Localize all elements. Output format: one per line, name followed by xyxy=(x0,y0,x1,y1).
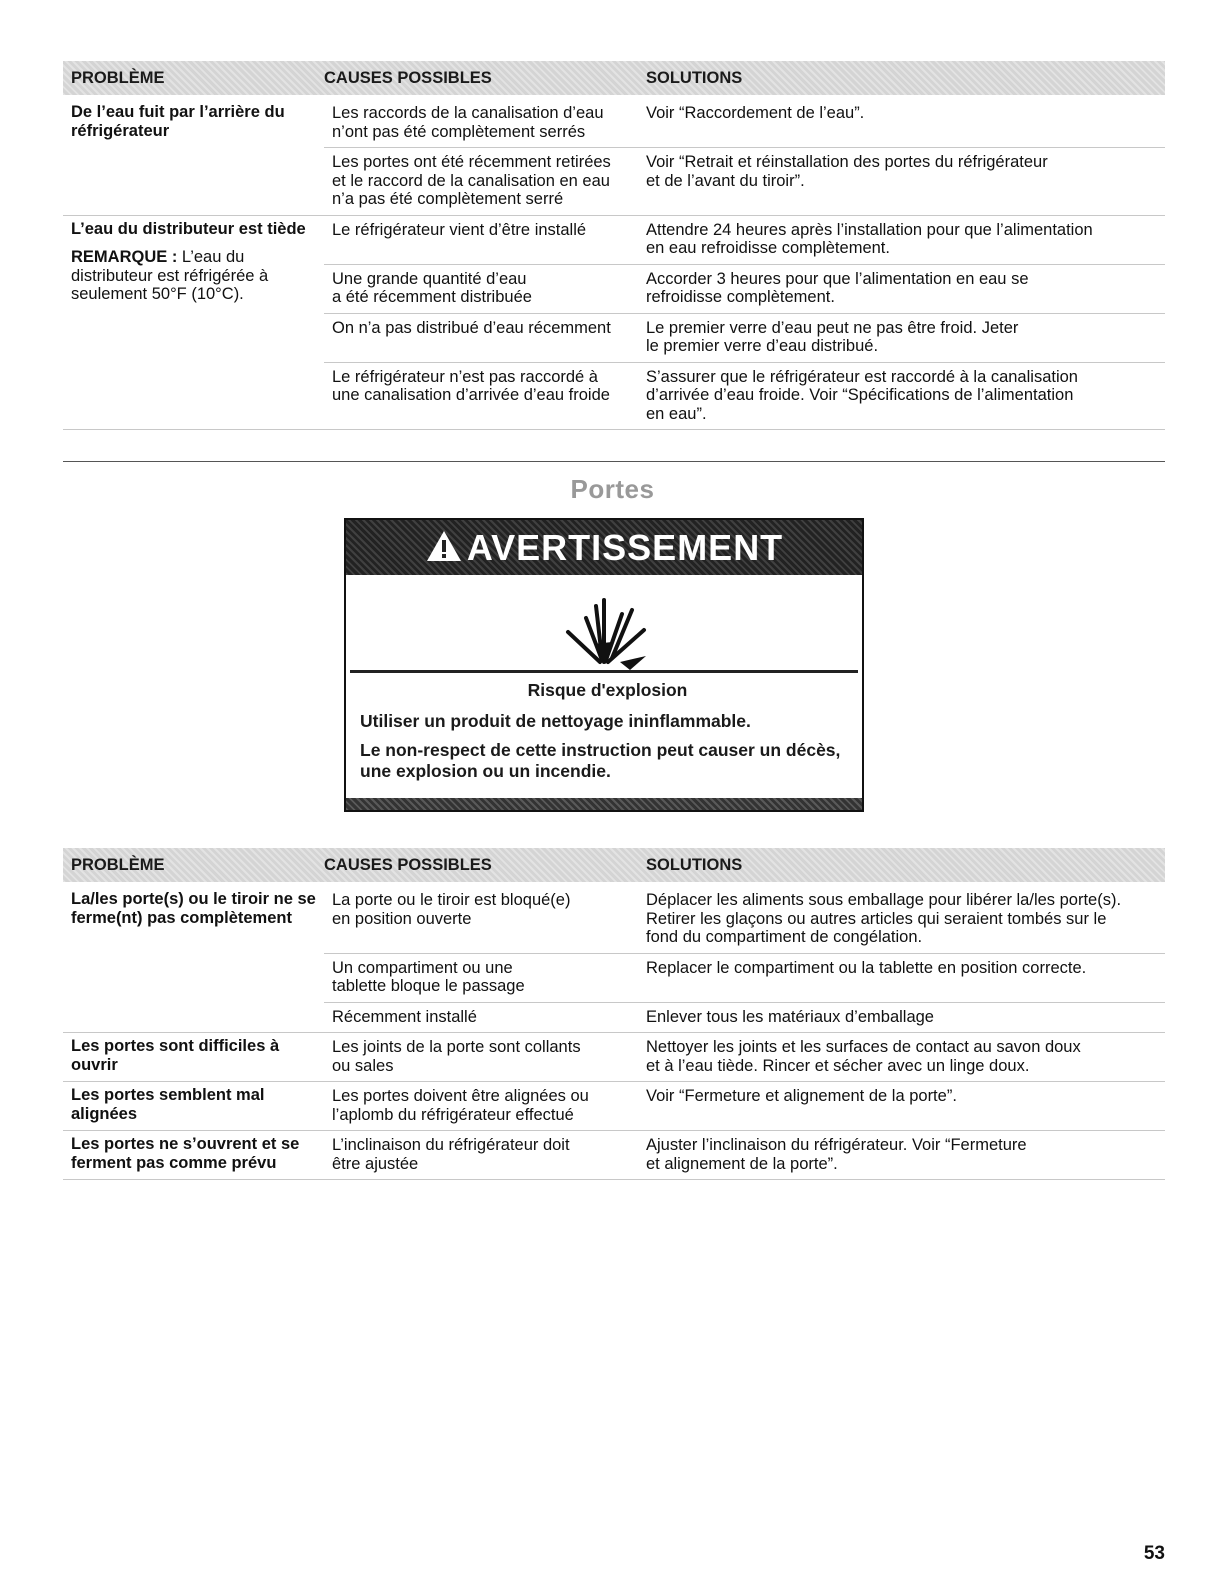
cause-cell: Les portes ont été récemment retirées et le raccord de la canalisation en eau n’a pas été complètement serré xyxy=(332,153,611,208)
table-header xyxy=(63,848,1165,882)
troubleshooting-table-doors xyxy=(63,886,1165,1180)
problem-cell: Les portes semblent mal alignées xyxy=(71,1086,265,1123)
cause-solution-row xyxy=(324,1082,1165,1130)
header-problem: PROBLÈME xyxy=(71,69,165,87)
troubleshooting-table-water xyxy=(63,99,1165,430)
note-text: L’eau du distributeur est réfrigérée à seulement 50°F (10°C). xyxy=(71,248,269,303)
page-number: 53 xyxy=(1143,1543,1165,1564)
cause-cell: Récemment installé xyxy=(332,1007,477,1026)
solution-cell: Enlever tous les matériaux d’emballage xyxy=(646,1007,934,1026)
cause-solution-row xyxy=(324,314,1165,363)
table-row xyxy=(63,1082,1165,1131)
cause-cell: Les joints de la porte sont collants ou sales xyxy=(332,1038,581,1075)
table-row xyxy=(63,1033,1165,1082)
table-row xyxy=(63,99,1165,216)
cause-solution-row xyxy=(324,1003,1165,1033)
solution-cell: Attendre 24 heures après l’installation pour que l’alimentation en eau refroidisse complètement. xyxy=(646,220,1093,257)
cause-solution-row xyxy=(324,1033,1165,1081)
solution-cell: Nettoyer les joints et les surfaces de contact au savon doux et à l’eau tiède. Rincer et sécher avec un linge doux. xyxy=(646,1038,1081,1075)
cause-cell: Les raccords de la canalisation d’eau n’ont pas été complètement serrés xyxy=(332,104,604,141)
section-title: Portes xyxy=(570,474,655,504)
problem-note xyxy=(71,248,316,304)
warning-line-2: Le non-respect de cette instruction peut causer un décès, une explosion ou un incendie. xyxy=(360,740,841,781)
cause-cell: Un compartiment ou une tablette bloque le passage xyxy=(332,958,525,995)
solution-cell: Accorder 3 heures pour que l’alimentation en eau se refroidisse complètement. xyxy=(646,269,1029,306)
cause-solution-row xyxy=(324,265,1165,314)
warning-triangle-icon xyxy=(425,523,463,578)
table-row xyxy=(63,216,1165,431)
explosion-icon xyxy=(350,580,858,670)
solution-cell: Voir “Fermeture et alignement de la porte”. xyxy=(646,1087,957,1105)
cause-cell: Le réfrigérateur n’est pas raccordé à une canalisation d’arrivée d’eau froide xyxy=(332,367,610,404)
solution-cell: Déplacer les aliments sous emballage pour libérer la/les porte(s). Retirer les glaçons ou autres articles qui seraient tombés sur le fond du compartiment de congélation. xyxy=(646,891,1122,946)
cause-solution-row xyxy=(324,363,1165,430)
warning-line-1: Utiliser un produit de nettoyage ininflammable. xyxy=(360,711,751,731)
problem-cell xyxy=(63,216,324,430)
problem-cell: Les portes ne s’ouvrent et se ferment pas comme prévu xyxy=(71,1135,300,1172)
warning-bottom-bar xyxy=(346,798,862,810)
warning-pictogram-area xyxy=(350,580,858,673)
warning-heading: AVERTISSEMENT xyxy=(466,527,784,568)
header-problem: PROBLÈME xyxy=(71,856,165,874)
cause-cell: L’inclinaison du réfrigérateur doit être ajustée xyxy=(332,1136,570,1173)
header-solutions: SOLUTIONS xyxy=(646,856,743,874)
problem-cell: Les portes sont difficiles à ouvrir xyxy=(71,1037,280,1074)
solution-cell: Voir “Raccordement de l’eau”. xyxy=(646,104,865,122)
cause-cell: Une grande quantité d’eau a été récemment distribuée xyxy=(332,269,532,306)
warning-risk: Risque d'explosion xyxy=(527,680,688,700)
solution-cell: Le premier verre d’eau peut ne pas être froid. Jeter le premier verre d’eau distribué. xyxy=(646,318,1019,355)
cause-cell: Les portes doivent être alignées ou l’aplomb du réfrigérateur effectué xyxy=(332,1087,589,1124)
cause-cell: La porte ou le tiroir est bloqué(e) en position ouverte xyxy=(332,891,571,928)
cause-solution-row xyxy=(324,148,1165,215)
problem-text: L’eau du distributeur est tiède xyxy=(71,219,306,238)
solution-cell: Ajuster l’inclinaison du réfrigérateur. Voir “Fermeture et alignement de la porte”. xyxy=(646,1136,1027,1173)
solution-cell: S’assurer que le réfrigérateur est raccordé à la canalisation d’arrivée d’eau froide. Voir “Spécifications de l’alimentation en eau”. xyxy=(646,367,1078,423)
cause-solution-row xyxy=(324,99,1165,148)
warning-box xyxy=(344,518,864,812)
cause-solution-row xyxy=(324,216,1165,265)
problem-cell: La/les porte(s) ou le tiroir ne se ferme(nt) pas complètement xyxy=(71,890,316,927)
cause-solution-row xyxy=(324,1131,1165,1179)
solution-cell: Replacer le compartiment ou la tablette en position correcte. xyxy=(646,958,1087,977)
cause-cell: On n’a pas distribué d’eau récemment xyxy=(332,318,611,337)
header-solutions: SOLUTIONS xyxy=(646,69,743,87)
solution-cell: Voir “Retrait et réinstallation des portes du réfrigérateur et de l’avant du tiroir”. xyxy=(646,153,1048,190)
warning-text xyxy=(360,680,855,790)
header-causes: CAUSES POSSIBLES xyxy=(324,69,492,87)
header-causes: CAUSES POSSIBLES xyxy=(324,856,492,874)
warning-heading-bar xyxy=(346,520,862,575)
cause-cell: Le réfrigérateur vient d’être installé xyxy=(332,220,587,239)
cause-solution-row xyxy=(324,954,1165,1003)
cause-solution-row xyxy=(324,886,1165,954)
problem-cell: De l’eau fuit par l’arrière du réfrigérateur xyxy=(71,103,285,140)
section-divider xyxy=(63,461,1165,462)
table-header xyxy=(63,61,1165,95)
table-row xyxy=(63,1131,1165,1180)
table-row xyxy=(63,886,1165,1033)
note-label: REMARQUE : xyxy=(71,248,178,266)
